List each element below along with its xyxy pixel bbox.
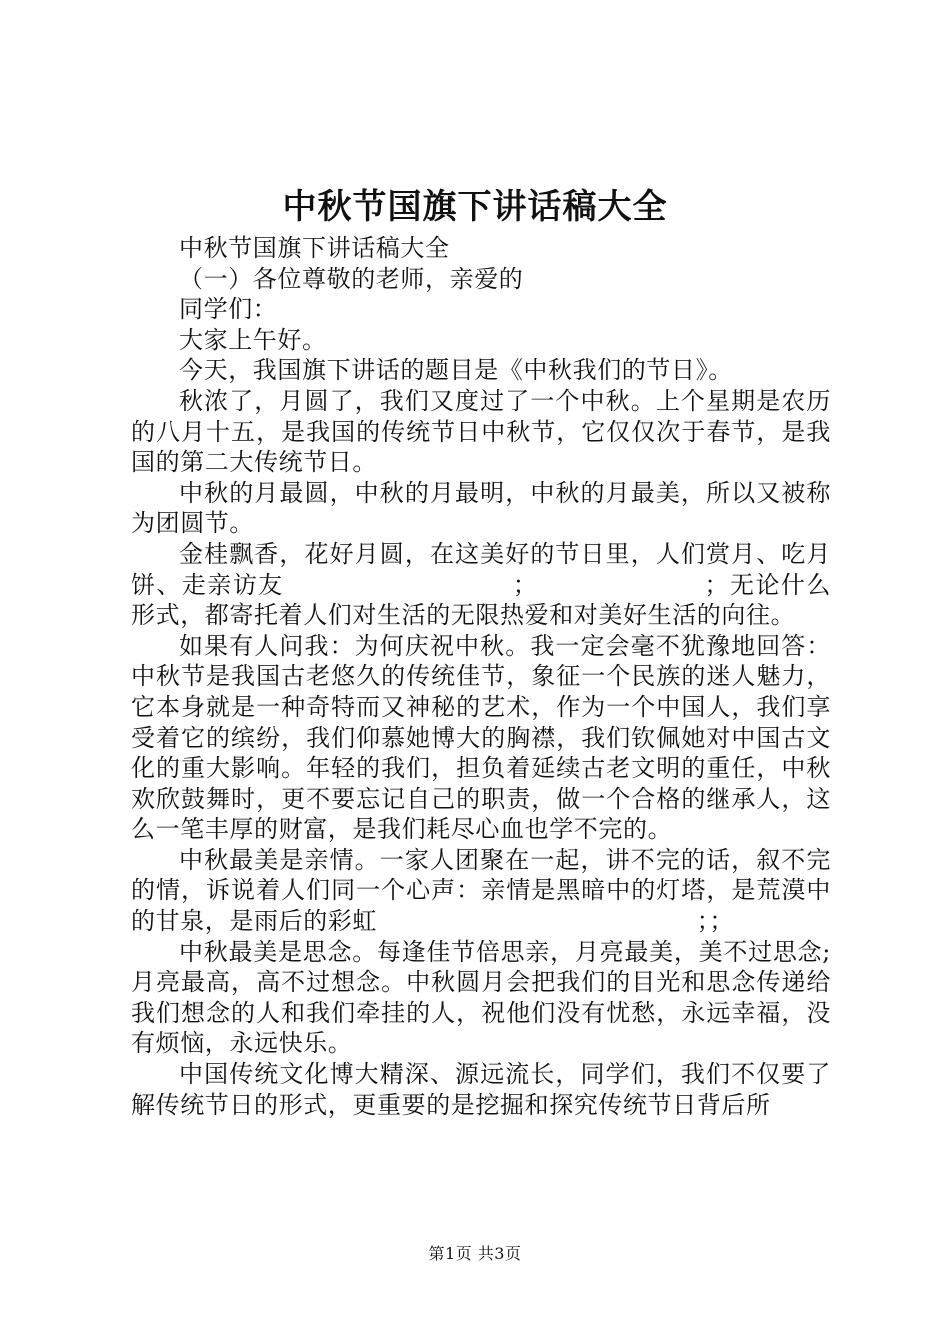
paragraph: 中秋的月最圆，中秋的月最明，中秋的月最美，所以又被称为团圆节。 bbox=[131, 478, 831, 538]
page-number-footer: 第1页 共3页 bbox=[428, 1244, 522, 1263]
paragraph: 如果有人问我：为何庆祝中秋。我一定会毫不犹豫地回答：中秋节是我国古老悠久的传统佳节，象征一个民族的迷人魅力，它本身就是一种奇特而又神秘的艺术，作为一个中国人，我们享受着它的缤纷，我们仰慕她博大的胸襟，我们钦佩她对中国古文化的重大影响。年轻的我们，担负着延续古老文明的重任，中秋欢欣鼓舞时，更不要忘记自己的职责，做一个合格的继承人，这么一笔丰厚的财富，是我们耗尽心血也学不完的。 bbox=[131, 631, 831, 844]
paragraph: 金桂飘香，花好月圆，在这美好的节日里，人们赏月、吃月饼、走亲访友 ； ；无论什么形式，都寄托着人们对生活的无限热爱和对美好生活的向往。 bbox=[131, 539, 831, 630]
document-title: 中秋节国旗下讲话稿大全 bbox=[282, 187, 668, 227]
paragraph: 中国传统文化博大精深、源远流长，同学们，我们不仅要了解传统节日的形式，更重要的是挖掘和探究传统节日背后所 bbox=[131, 1060, 831, 1119]
paragraph: 今天，我国旗下讲话的题目是《中秋我们的节日》。 bbox=[179, 356, 733, 385]
paragraph: 中秋节国旗下讲话稿大全 bbox=[179, 234, 450, 262]
paragraph: 同学们： bbox=[179, 295, 278, 324]
paragraph: 大家上午好。 bbox=[179, 325, 327, 354]
document-body bbox=[131, 233, 831, 1120]
paragraph: （一）各位尊敬的老师，亲爱的 bbox=[179, 264, 524, 293]
paragraph: 中秋最美是思念。每逢佳节倍思亲，月亮最美，美不过思念;月亮最高，高不过想念。中秋圆月会把我们的目光和思念传递给我们想念的人和我们牵挂的人，祝他们没有忧愁，永远幸福，没有烦恼，永远快乐。 bbox=[131, 937, 831, 1058]
paragraph: 中秋最美是亲情。一家人团聚在一起，讲不完的话，叙不完的情，诉说着人们同一个心声：亲情是黑暗中的灯塔，是荒漠中的甘泉，是雨后的彩虹 ；； bbox=[131, 845, 831, 936]
paragraph: 秋浓了，月圆了，我们又度过了一个中秋。上个星期是农历的八月十五，是我国的传统节日中秋节，它仅仅次于春节，是我国的第二大传统节日。 bbox=[131, 386, 831, 477]
